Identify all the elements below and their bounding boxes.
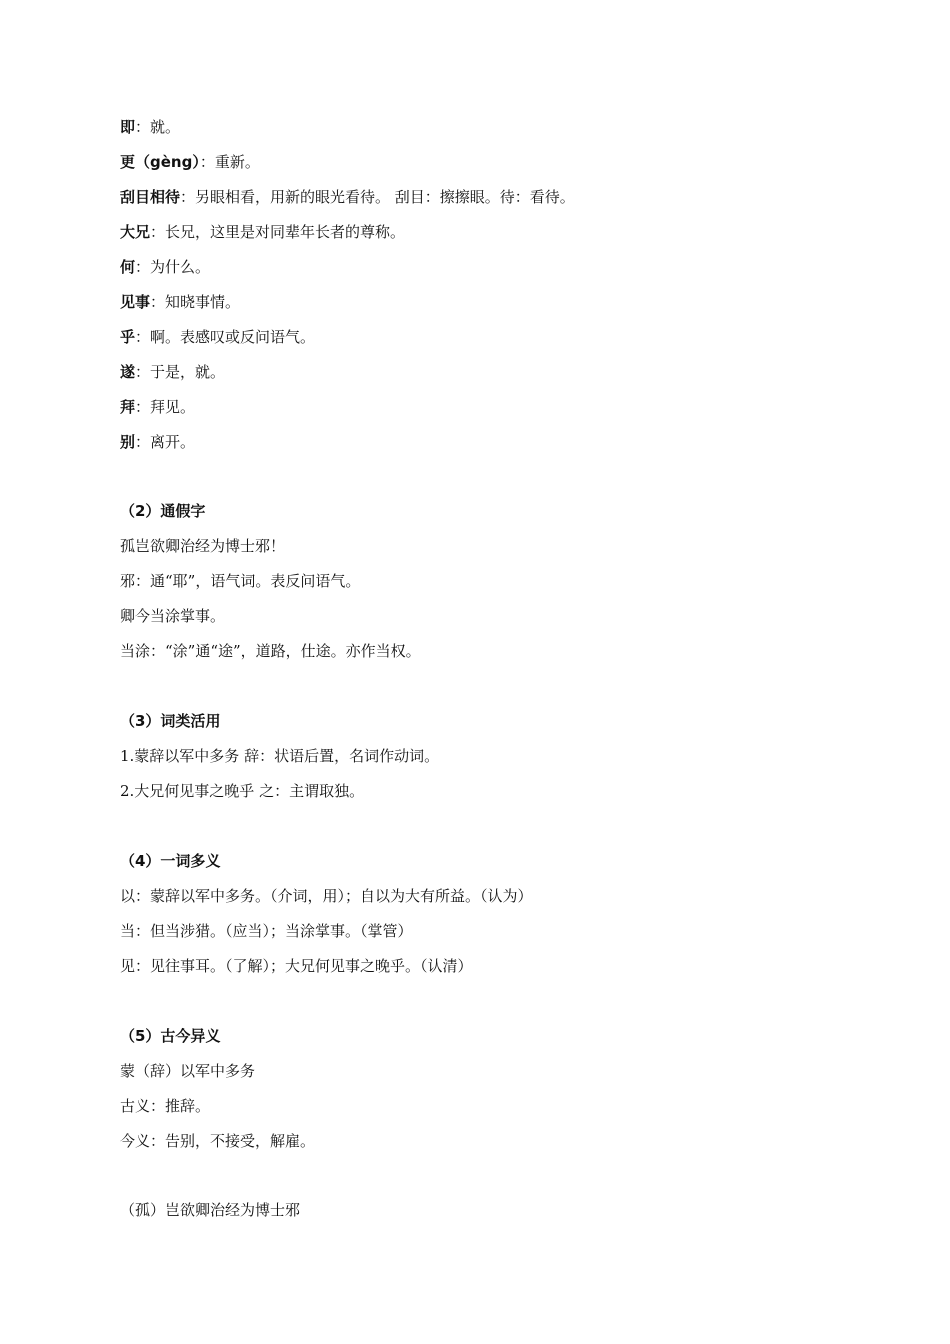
- definition-term: 遂: [120, 363, 136, 381]
- definition-text: 于是，就。: [150, 363, 226, 381]
- section-heading-tongjiazi: （2）通假字: [120, 502, 206, 520]
- definition-separator: ：: [135, 433, 151, 451]
- definition-item: [120, 327, 315, 347]
- definition-term: 拜: [120, 398, 136, 416]
- text-line: 今义：告别，不接受，解雇。: [120, 1132, 316, 1150]
- definition-separator: ：: [135, 363, 151, 381]
- definition-term: 别: [120, 433, 136, 451]
- definition-text: 重新。: [214, 153, 260, 171]
- definition-text: 知晓事情。: [165, 293, 241, 311]
- definition-item: [120, 397, 195, 417]
- definition-term: 见事: [120, 293, 151, 311]
- definition-item: [120, 257, 210, 277]
- definition-item: [120, 187, 575, 207]
- text-line: 2.大兄何见事之晚乎 之：主谓取独。: [120, 782, 365, 800]
- definition-term: 刮目相待: [120, 188, 181, 206]
- definition-separator: ：: [199, 153, 215, 171]
- text-line: 当涂：“涂”通“途”，道路，仕途。亦作当权。: [120, 642, 421, 660]
- text-line: 卿今当涂掌事。: [120, 607, 226, 625]
- definition-text: 长兄，这里是对同辈年长者的尊称。: [165, 223, 406, 241]
- section-heading-yiciduoyi: （4）一词多义: [120, 852, 221, 870]
- definition-term: 大兄: [120, 223, 151, 241]
- text-line: 当：但当涉猎。（应当）；当涂掌事。（掌管）: [120, 922, 413, 940]
- definition-item: [120, 117, 180, 137]
- text-line: 邪：通“耶”，语气词。表反问语气。: [120, 572, 361, 590]
- definition-separator: ：: [135, 258, 151, 276]
- text-line: 以：蒙辞以军中多务。（介词，用）；自以为大有所益。（认为）: [120, 887, 533, 905]
- definition-text: 就。: [150, 118, 181, 136]
- definition-separator: ：: [135, 398, 151, 416]
- definition-item: [120, 362, 225, 382]
- text-line: 蒙（辞）以军中多务: [120, 1062, 256, 1080]
- text-line: （孤）岂欲卿治经为博士邪: [120, 1201, 301, 1219]
- definition-text: 拜见。: [150, 398, 196, 416]
- definition-item: [120, 152, 260, 172]
- text-line: 孤岂欲卿治经为博士邪！: [120, 537, 286, 555]
- definition-item: [120, 222, 405, 242]
- definition-term: 乎: [120, 328, 136, 346]
- definition-text: 另眼相看，用新的眼光看待。 刮目：擦擦眼。待：看待。: [195, 188, 575, 206]
- definition-term: 何: [120, 258, 136, 276]
- definition-item: [120, 432, 195, 452]
- section-heading-gujinyiyi: （5）古今异义: [120, 1027, 221, 1045]
- definition-text: 啊。表感叹或反问语气。: [150, 328, 316, 346]
- text-line: 见：见往事耳。（了解）；大兄何见事之晚乎。（认清）: [120, 957, 473, 975]
- definition-separator: ：: [135, 328, 151, 346]
- definition-text: 为什么。: [150, 258, 211, 276]
- definition-separator: ：: [150, 223, 166, 241]
- definition-separator: ：: [135, 118, 151, 136]
- definition-separator: ：: [150, 293, 166, 311]
- definition-text: 离开。: [150, 433, 196, 451]
- definition-separator: ：: [180, 188, 196, 206]
- text-line: 1.蒙辞以军中多务 辞：状语后置，名词作动词。: [120, 747, 440, 765]
- section-heading-cilei: （3）词类活用: [120, 712, 221, 730]
- definition-item: [120, 292, 240, 312]
- text-line: 古义：推辞。: [120, 1097, 211, 1115]
- definition-term: 即: [120, 118, 136, 136]
- definition-term: 更（gèng）: [120, 153, 200, 171]
